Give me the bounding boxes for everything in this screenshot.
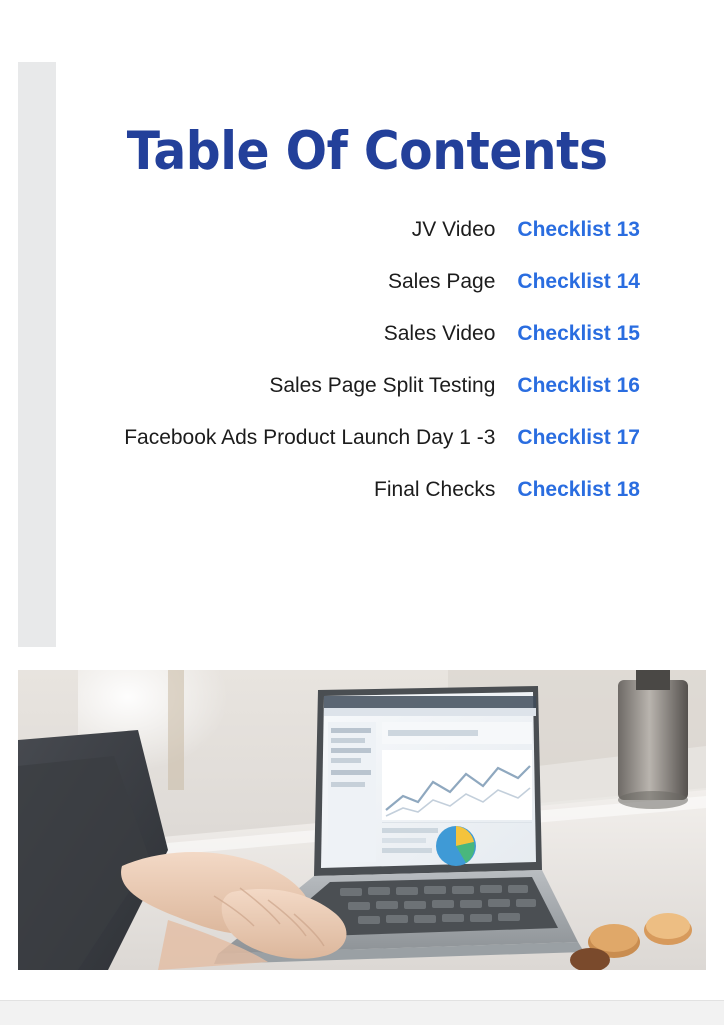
list-item[interactable] bbox=[56, 426, 706, 478]
page-title: Table Of Contents bbox=[126, 121, 608, 182]
list-item[interactable] bbox=[56, 374, 706, 426]
toc-entry-label: JV Video bbox=[411, 217, 496, 241]
toc-entry-page[interactable]: Checklist 16 bbox=[517, 373, 640, 397]
page-bottom-strip bbox=[0, 1000, 724, 1025]
toc-entry-page[interactable]: Checklist 13 bbox=[517, 217, 640, 241]
toc-entry-label: Sales Video bbox=[383, 321, 496, 345]
left-accent-bar bbox=[18, 62, 56, 647]
toc-entry-page[interactable]: Checklist 18 bbox=[517, 477, 640, 501]
toc-entry-label: Sales Page bbox=[388, 269, 496, 293]
toc-entry-page[interactable]: Checklist 17 bbox=[517, 425, 640, 449]
toc-entry-page[interactable]: Checklist 14 bbox=[517, 269, 640, 293]
laptop-photo bbox=[18, 670, 706, 970]
toc-content bbox=[56, 62, 706, 530]
toc-entry-page[interactable]: Checklist 15 bbox=[517, 321, 640, 345]
toc-entry-label: Final Checks bbox=[374, 477, 496, 501]
toc-list bbox=[56, 180, 706, 530]
toc-entry-label: Sales Page Split Testing bbox=[269, 373, 496, 397]
list-item[interactable] bbox=[56, 322, 706, 374]
list-item[interactable] bbox=[56, 270, 706, 322]
list-item[interactable] bbox=[56, 478, 706, 530]
list-item[interactable] bbox=[56, 218, 706, 270]
toc-entry-label: Facebook Ads Product Launch Day 1 -3 bbox=[124, 425, 496, 449]
